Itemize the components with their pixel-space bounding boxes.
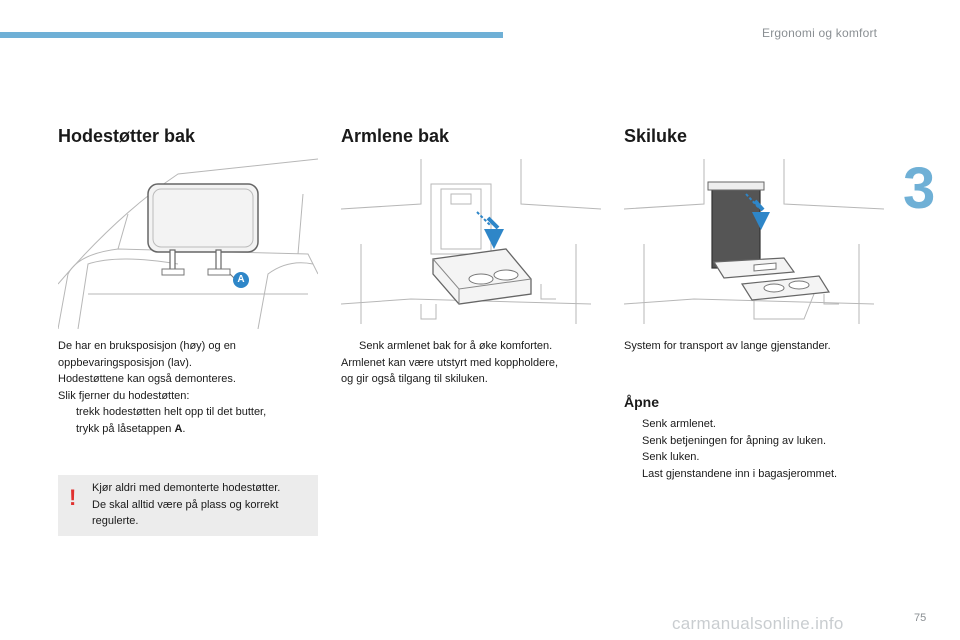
warning-line: Kjør aldri med demonterte hodestøtter. [92,482,281,494]
list-item-text: Senk armlenet. [642,418,716,430]
top-accent-bar [0,32,503,38]
ski-hatch-title: Skiluke [624,126,688,146]
bullet-icon [58,404,76,421]
list-item [624,416,886,433]
list-item [341,338,603,355]
warning-icon: ! [69,485,77,510]
open-subtitle: Åpne [624,394,659,410]
ski-hatch-steps [624,416,886,482]
armrest-drawing [341,154,601,329]
armrest-title: Armlene bak [341,126,450,146]
page-number: 75 [914,612,927,624]
list-item [58,404,320,421]
list-item-text-main: trykk på låsetappen [76,422,172,435]
watermark-text: carmanualsonline.info [672,614,844,633]
list-item-text: trekk hodestøtten helt opp til det butter, [76,406,267,418]
list-item-text: Senk betjeningen for åpning av luken. [642,434,827,447]
warning-box [58,475,318,536]
headrest-title: Hodestøtter bak [58,126,196,146]
headrest-illustration [58,154,318,329]
warning-line: De skal alltid være på plass og korrekt [92,498,279,511]
armrest-paragraph: Armlenet kan være utstyrt med koppholdere, [341,356,559,369]
list-item [624,449,886,466]
bullet-icon [341,338,359,355]
warning-line: regulerte. [92,515,139,527]
headrest-paragraph: De har en bruksposisjon (høy) og en [58,340,236,352]
warning-text [92,480,312,530]
list-item-text: Senk armlenet bak for å øke komforten. [359,340,553,352]
headrest-drawing [58,154,318,329]
bullet-icon [624,466,642,483]
armrest-illustration [341,154,601,329]
list-item-text: Last gjenstandene inn i bagasjerommet. [642,467,838,480]
list-item [58,421,320,438]
list-item [624,466,886,483]
list-item [624,433,886,450]
section-header-title: Ergonomi og komfort [762,26,878,40]
ski-hatch-illustration [624,154,884,329]
headrest-paragraph: oppbevaringsposisjon (lav). [58,356,192,369]
list-item-text: Senk luken. [642,451,700,463]
ski-hatch-drawing [624,154,884,329]
badge-a-icon: A [233,272,249,288]
chapter-number: 3 [903,156,936,221]
list-item-bold-ref: A [174,422,183,435]
armrest-paragraph: og gir også tilgang til skiluken. [341,373,488,385]
armrest-text [341,338,603,388]
headrest-paragraph: Slik fjerner du hodestøtten: [58,389,190,402]
bullet-icon [58,421,76,438]
headrest-paragraph: Hodestøttene kan også demonteres. [58,373,236,385]
list-item-text: trykk på låsetappen A. [76,422,186,435]
ski-hatch-intro: System for transport av lange gjenstander. [624,340,831,352]
bullet-icon [624,416,642,433]
bullet-icon [624,449,642,466]
headrest-text [58,338,320,437]
bullet-icon [624,433,642,450]
